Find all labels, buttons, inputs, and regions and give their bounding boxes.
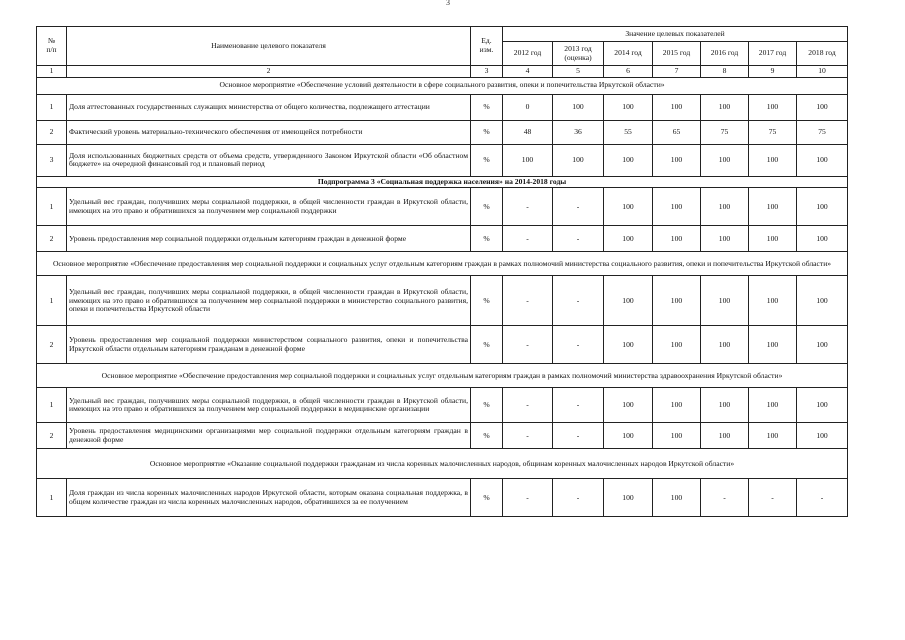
header-num: № п/п bbox=[37, 27, 67, 66]
table-row bbox=[37, 326, 848, 364]
row-number: 1 bbox=[37, 276, 67, 326]
unit-cell: % bbox=[471, 479, 503, 517]
value-cell: 100 bbox=[797, 144, 848, 176]
value-cell: - bbox=[553, 326, 604, 364]
unit-cell: % bbox=[471, 144, 503, 176]
header-name: Наименование целевого показателя bbox=[67, 27, 471, 66]
value-cell: 100 bbox=[653, 188, 701, 226]
value-cell: 100 bbox=[604, 94, 653, 120]
header-year: 2015 год bbox=[653, 42, 701, 66]
value-cell: 100 bbox=[797, 423, 848, 449]
value-cell: 100 bbox=[797, 276, 848, 326]
row-number: 2 bbox=[37, 226, 67, 252]
section-title: Основное мероприятие «Обеспечение предоставления мер социальной поддержки и социальных услуг отдельным категориям граждан в рамках полномочий министерства социального развития, опеки и попечительства Иркутской области» bbox=[37, 252, 848, 276]
value-cell: - bbox=[503, 388, 553, 423]
value-cell: - bbox=[503, 276, 553, 326]
unit-cell: % bbox=[471, 388, 503, 423]
value-cell: - bbox=[553, 388, 604, 423]
value-cell: 75 bbox=[749, 120, 797, 144]
value-cell: - bbox=[797, 479, 848, 517]
value-cell: 100 bbox=[701, 188, 749, 226]
value-cell: 100 bbox=[749, 276, 797, 326]
value-cell: 100 bbox=[701, 226, 749, 252]
value-cell: 55 bbox=[604, 120, 653, 144]
header-year: 2016 год bbox=[701, 42, 749, 66]
value-cell: 75 bbox=[701, 120, 749, 144]
value-cell: - bbox=[503, 326, 553, 364]
table-row bbox=[37, 120, 848, 144]
col-number: 2 bbox=[67, 66, 471, 78]
table-row bbox=[37, 144, 848, 176]
row-number: 1 bbox=[37, 188, 67, 226]
value-cell: 100 bbox=[797, 226, 848, 252]
table-row bbox=[37, 276, 848, 326]
unit-cell: % bbox=[471, 120, 503, 144]
col-number: 4 bbox=[503, 66, 553, 78]
col-number: 5 bbox=[553, 66, 604, 78]
indicator-name: Удельный вес граждан, получивших меры социальной поддержки, в общей численности граждан в Иркутской области, имеющих на это право и обратившихся за получением мер социальной поддержки в министерство социального развития, опеки и попечительства Иркутской области bbox=[67, 276, 471, 326]
value-cell: 100 bbox=[653, 479, 701, 517]
row-number: 1 bbox=[37, 479, 67, 517]
indicator-name: Доля использованных бюджетных средств от объема средств, утвержденного Законом Иркутской области «Об областном бюджете» на очередной финансовый год и плановый период bbox=[67, 144, 471, 176]
value-cell: 100 bbox=[797, 94, 848, 120]
unit-cell: % bbox=[471, 423, 503, 449]
header-unit: Ед. изм. bbox=[471, 27, 503, 66]
value-cell: - bbox=[553, 276, 604, 326]
value-cell: 100 bbox=[604, 479, 653, 517]
value-cell: 100 bbox=[701, 326, 749, 364]
value-cell: 48 bbox=[503, 120, 553, 144]
value-cell: - bbox=[503, 226, 553, 252]
table-row bbox=[37, 479, 848, 517]
value-cell: - bbox=[553, 479, 604, 517]
value-cell: 100 bbox=[653, 326, 701, 364]
value-cell: 100 bbox=[553, 94, 604, 120]
value-cell: 100 bbox=[604, 326, 653, 364]
value-cell: 100 bbox=[749, 226, 797, 252]
col-number: 1 bbox=[37, 66, 67, 78]
header-year: 2012 год bbox=[503, 42, 553, 66]
value-cell: - bbox=[503, 188, 553, 226]
value-cell: 100 bbox=[701, 423, 749, 449]
indicator-name: Уровень предоставления мер социальной поддержки отдельным категориям граждан в денежной форме bbox=[67, 226, 471, 252]
col-number: 9 bbox=[749, 66, 797, 78]
table-row bbox=[37, 423, 848, 449]
value-cell: 0 bbox=[503, 94, 553, 120]
value-cell: 100 bbox=[749, 188, 797, 226]
table-row bbox=[37, 94, 848, 120]
header-values-group: Значение целевых показателей bbox=[503, 27, 848, 42]
value-cell: 100 bbox=[653, 144, 701, 176]
value-cell: 100 bbox=[604, 423, 653, 449]
col-number: 3 bbox=[471, 66, 503, 78]
section-title: Основное мероприятие «Обеспечение условий деятельности в сфере социального развития, опеки и попечительства Иркутской области» bbox=[37, 77, 848, 94]
col-number: 7 bbox=[653, 66, 701, 78]
unit-cell: % bbox=[471, 226, 503, 252]
value-cell: 100 bbox=[653, 388, 701, 423]
header-year: 2017 год bbox=[749, 42, 797, 66]
page-number: 3 bbox=[446, 0, 450, 7]
subprogram-title: Подпрограмма 3 «Социальная поддержка населения» на 2014-2018 годы bbox=[37, 176, 848, 188]
header-year: 2018 год bbox=[797, 42, 848, 66]
target-indicators-table bbox=[36, 26, 848, 517]
col-number: 8 bbox=[701, 66, 749, 78]
unit-cell: % bbox=[471, 276, 503, 326]
indicator-name: Удельный вес граждан, получивших меры социальной поддержки, в общей численности граждан в Иркутской области, имеющих на это право и обратившихся за получением мер социальной поддержки в медицинские организации bbox=[67, 388, 471, 423]
col-number: 6 bbox=[604, 66, 653, 78]
table-row bbox=[37, 226, 848, 252]
value-cell: 100 bbox=[749, 388, 797, 423]
value-cell: 100 bbox=[797, 388, 848, 423]
value-cell: 100 bbox=[653, 423, 701, 449]
value-cell: - bbox=[553, 423, 604, 449]
section-title: Основное мероприятие «Обеспечение предоставления мер социальной поддержки и социальных услуг отдельным категориям граждан в рамках полномочий министерства здравоохранения Иркутской области» bbox=[37, 364, 848, 388]
value-cell: 100 bbox=[701, 276, 749, 326]
value-cell: 36 bbox=[553, 120, 604, 144]
table-row bbox=[37, 188, 848, 226]
value-cell: 100 bbox=[749, 326, 797, 364]
value-cell: 100 bbox=[749, 423, 797, 449]
row-number: 1 bbox=[37, 388, 67, 423]
value-cell: - bbox=[701, 479, 749, 517]
row-number: 2 bbox=[37, 326, 67, 364]
indicator-name: Фактический уровень материально-технического обеспечения от имеющейся потребности bbox=[67, 120, 471, 144]
row-number: 3 bbox=[37, 144, 67, 176]
table-row bbox=[37, 388, 848, 423]
value-cell: 100 bbox=[653, 276, 701, 326]
header-year: 2013 год (оценка) bbox=[553, 42, 604, 66]
value-cell: 100 bbox=[701, 144, 749, 176]
value-cell: 100 bbox=[653, 226, 701, 252]
value-cell: - bbox=[503, 479, 553, 517]
value-cell: - bbox=[553, 226, 604, 252]
value-cell: 100 bbox=[797, 188, 848, 226]
value-cell: 100 bbox=[604, 226, 653, 252]
unit-cell: % bbox=[471, 326, 503, 364]
value-cell: 100 bbox=[604, 276, 653, 326]
value-cell: 100 bbox=[553, 144, 604, 176]
indicator-name: Удельный вес граждан, получивших меры социальной поддержки, в общей численности граждан в Иркутской области, имеющих на это право и обратившихся за получением мер социальной поддержки bbox=[67, 188, 471, 226]
value-cell: 65 bbox=[653, 120, 701, 144]
unit-cell: % bbox=[471, 94, 503, 120]
indicator-name: Доля аттестованных государственных служащих министерства от общего количества, подлежащего аттестации bbox=[67, 94, 471, 120]
value-cell: 100 bbox=[797, 326, 848, 364]
row-number: 2 bbox=[37, 423, 67, 449]
value-cell: 100 bbox=[604, 144, 653, 176]
value-cell: 100 bbox=[749, 94, 797, 120]
section-title: Основное мероприятие «Оказание социальной поддержки гражданам из числа коренных малочисленных народов, общинам коренных малочисленных народов Иркутской области» bbox=[37, 449, 848, 479]
value-cell: 100 bbox=[503, 144, 553, 176]
value-cell: 100 bbox=[604, 188, 653, 226]
value-cell: 75 bbox=[797, 120, 848, 144]
row-number: 1 bbox=[37, 94, 67, 120]
value-cell: 100 bbox=[653, 94, 701, 120]
value-cell: - bbox=[553, 188, 604, 226]
row-number: 2 bbox=[37, 120, 67, 144]
indicator-name: Уровень предоставления мер социальной поддержки министерством социального развития, опеки и попечительства Иркутской области отдельным категориям гражданам в денежной форме bbox=[67, 326, 471, 364]
value-cell: 100 bbox=[701, 388, 749, 423]
unit-cell: % bbox=[471, 188, 503, 226]
value-cell: - bbox=[503, 423, 553, 449]
indicator-name: Доля граждан из числа коренных малочисленных народов Иркутской области, которым оказана социальная поддержка, в общем количестве граждан из числа коренных малочисленных народов, обратившихся за ее получением bbox=[67, 479, 471, 517]
col-number: 10 bbox=[797, 66, 848, 78]
header-year: 2014 год bbox=[604, 42, 653, 66]
value-cell: 100 bbox=[749, 144, 797, 176]
value-cell: 100 bbox=[701, 94, 749, 120]
indicator-name: Уровень предоставления медицинскими организациями мер социальной поддержки отдельным категориям граждан в денежной форме bbox=[67, 423, 471, 449]
value-cell: - bbox=[749, 479, 797, 517]
value-cell: 100 bbox=[604, 388, 653, 423]
